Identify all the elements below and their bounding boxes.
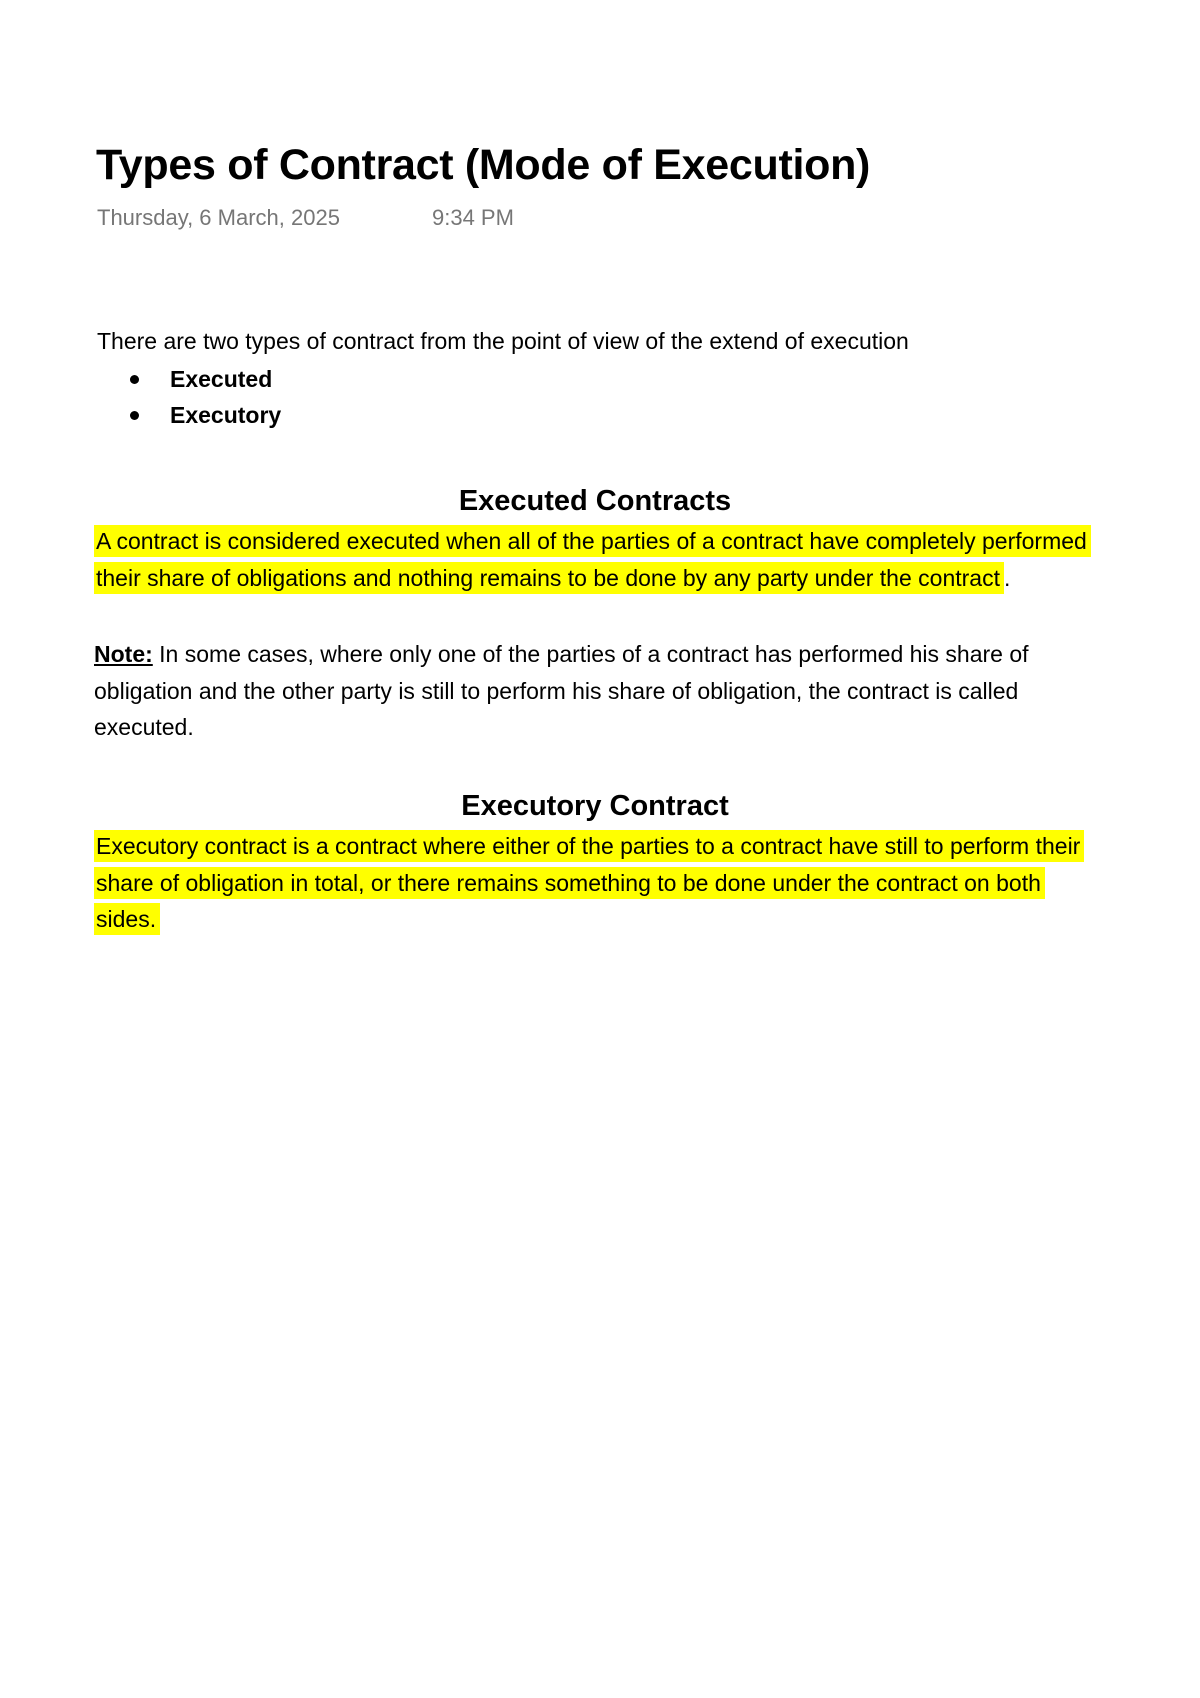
bullet-icon xyxy=(130,375,139,384)
note-date: Thursday, 6 March, 2025 xyxy=(97,205,340,230)
trailing-period: . xyxy=(1003,564,1011,591)
executed-contracts-heading: Executed Contracts xyxy=(458,485,732,517)
executory-definition-paragraph xyxy=(94,828,1094,938)
highlighted-text: Executory contract is a contract where either of the parties to a contract have still to perform their share of obligation in total, or there remains something to be done under the contract on both sides. xyxy=(94,830,1084,935)
bullet-icon xyxy=(130,411,139,420)
page-title: Types of Contract (Mode of Execution) xyxy=(96,141,871,189)
list-item-label: Executory xyxy=(170,402,282,428)
highlighted-text: A contract is considered executed when all of the parties of a contract have completely performed their share of obligations and nothing remains to be done by any party under the contract xyxy=(94,525,1091,594)
list-item-label: Executed xyxy=(170,366,273,392)
executed-definition-paragraph xyxy=(94,523,1094,596)
executory-contract-heading: Executory Contract xyxy=(461,790,729,822)
intro-paragraph: There are two types of contract from the point of view of the extend of execution xyxy=(97,328,909,354)
note-text: In some cases, where only one of the parties of a contract has performed his share of obligation and the other party is still to perform his share of obligation, the contract is called executed. xyxy=(94,641,1029,740)
executed-note-paragraph xyxy=(94,636,1094,746)
note-label: Note: xyxy=(94,641,153,667)
note-time: 9:34 PM xyxy=(432,205,514,230)
